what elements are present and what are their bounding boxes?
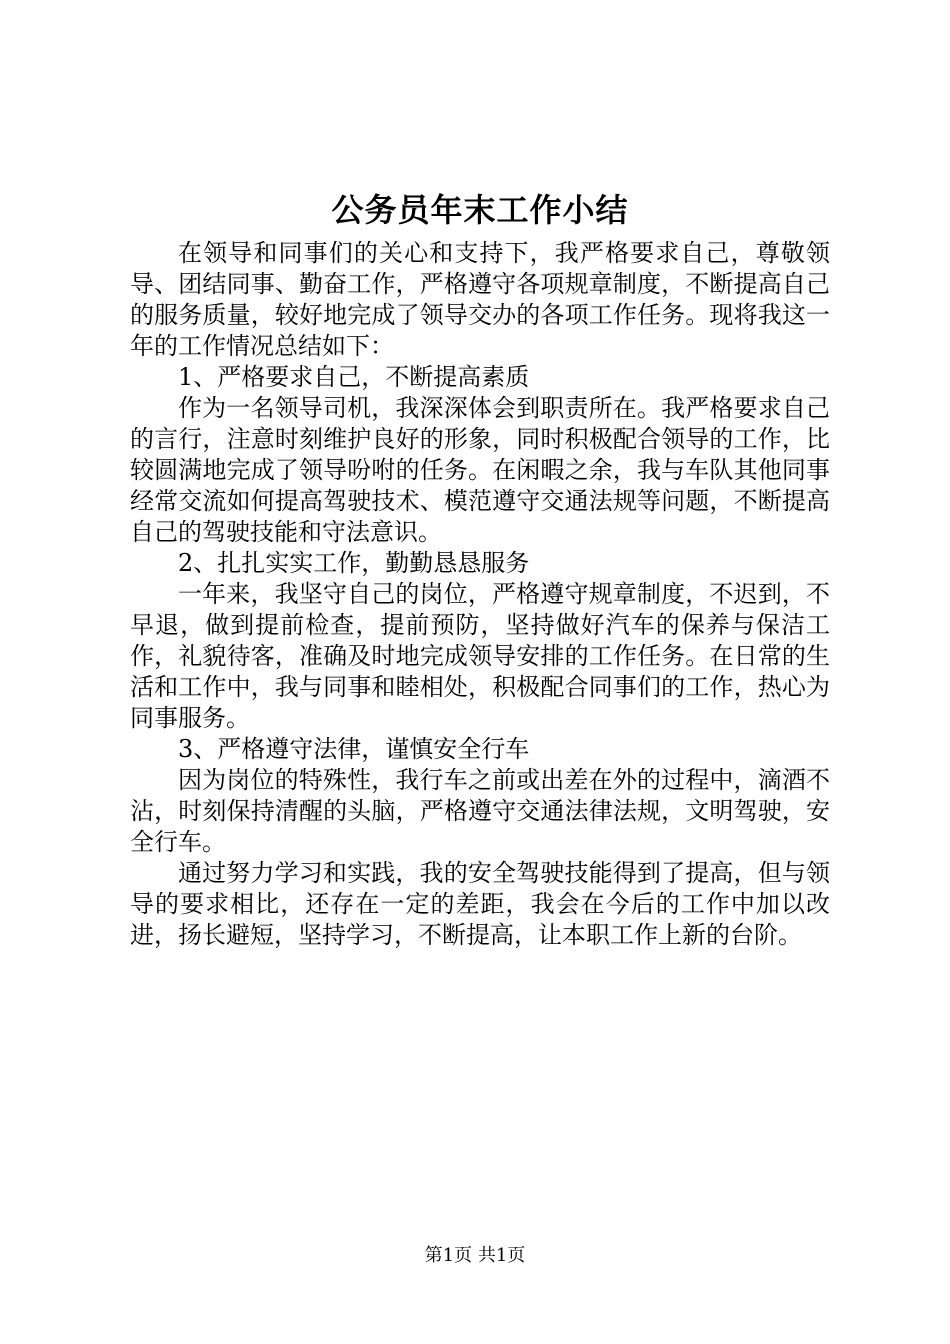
document-title: 公务员年末工作小结 [331, 191, 629, 229]
document-page [130, 188, 830, 951]
section-heading-1: 1、严格要求自己，不断提高素质 [178, 363, 530, 391]
section-body-2: 一年来，我坚守自己的岗位，严格遵守规章制度，不迟到，不早退，做到提前检查，提前预防，坚持做好汽车的保养与保洁工作，礼貌待客，准确及时地完成领导安排的工作任务。在日常的生活和工作中，我与同事和睦相处，积极配合同事们的工作，热心为同事服务。 [130, 580, 830, 732]
page-footer: 第1页 共1页 [424, 1245, 526, 1266]
conclusion-paragraph: 通过努力学习和实践，我的安全驾驶技能得到了提高，但与领导的要求相比，还存在一定的差距，我会在今后的工作中加以改进，扬长避短，坚持学习，不断提高，让本职工作上新的台阶。 [130, 859, 830, 949]
section-heading-3: 3、严格遵守法律，谨慎安全行车 [178, 735, 530, 763]
section-heading-2: 2、扎扎实实工作，勤勤恳恳服务 [178, 549, 530, 577]
intro-paragraph: 在领导和同事们的关心和支持下，我严格要求自己，尊敬领导、团结同事、勤奋工作，严格遵守各项规章制度，不断提高自己的服务质量，较好地完成了领导交办的各项工作任务。现将我这一年的工作情况总结如下： [130, 239, 830, 360]
section-body-3: 因为岗位的特殊性，我行车之前或出差在外的过程中，滴酒不沾，时刻保持清醒的头脑，严格遵守交通法律法规，文明驾驶，安全行车。 [130, 766, 830, 856]
section-body-1: 作为一名领导司机，我深深体会到职责所在。我严格要求自己的言行，注意时刻维护良好的形象，同时积极配合领导的工作，比较圆满地完成了领导吩咐的任务。在闲暇之余，我与车队其他同事经常交流如何提高驾驶技术、模范遵守交通法规等问题，不断提高自己的驾驶技能和守法意识。 [130, 394, 830, 546]
